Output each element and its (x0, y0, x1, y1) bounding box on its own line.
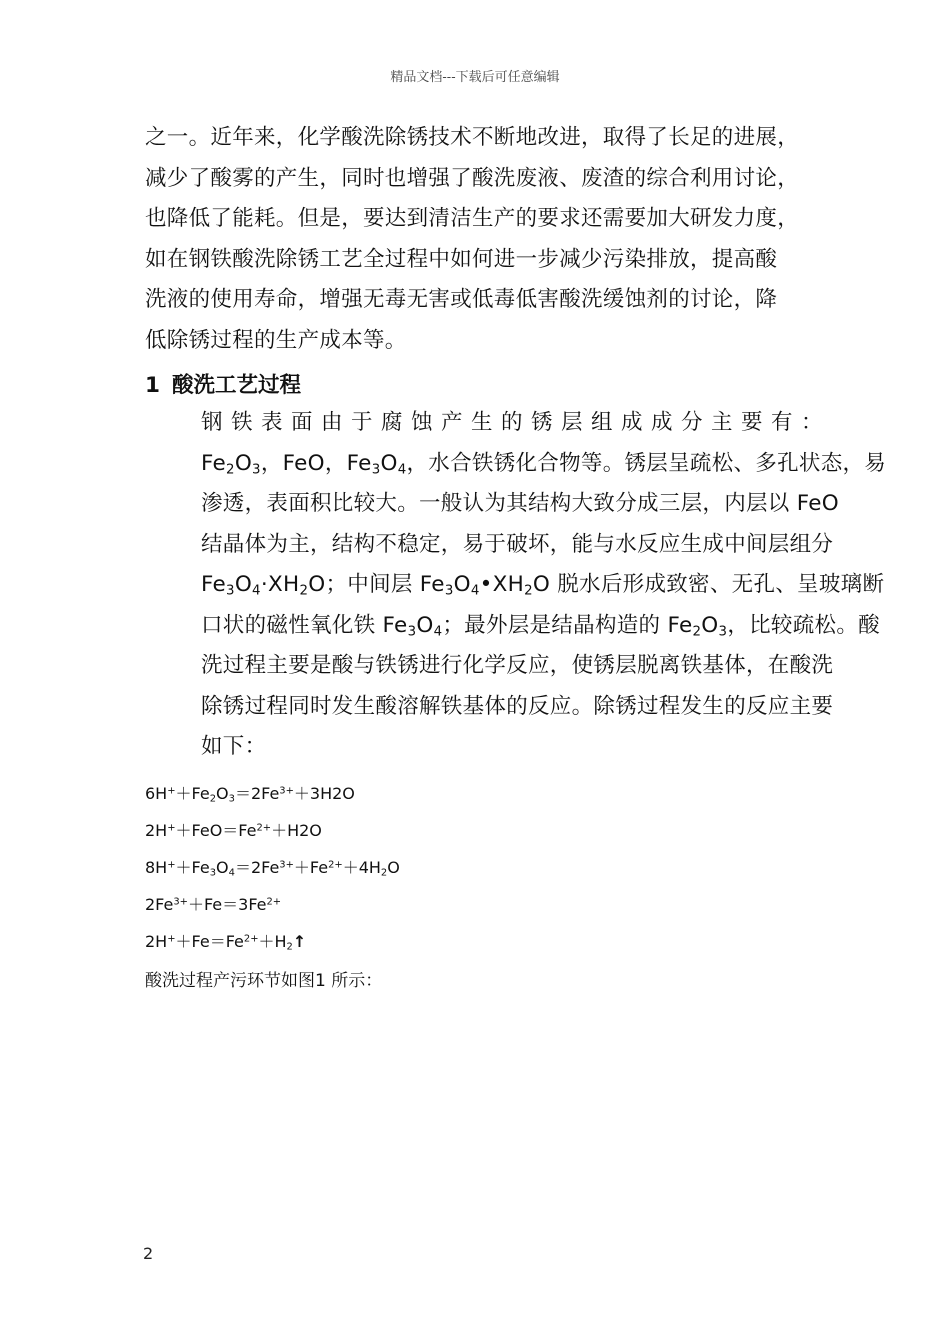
reaction-equations (145, 775, 400, 960)
figure-caption: 酸洗过程产污环节如图1 所示： (145, 971, 383, 991)
paragraph-line: 结晶体为主，结构不稳定，易于破坏，能与水反应生成中间层组分 (201, 531, 834, 557)
paragraph-line: 如下： (201, 734, 267, 759)
paragraph-line: 除锈过程同时发生酸溶解铁基体的反应。除锈过程发生的反应主要 (201, 693, 834, 719)
section-heading (145, 366, 301, 407)
paragraph-line: 之一。近年来，化学酸洗除锈技术不断地改进，取得了长足的进展， (145, 125, 800, 150)
paragraph-2 (145, 403, 887, 768)
paragraph-1 (145, 118, 809, 361)
paragraph-line: 洗液的使用寿命，增强无毒无害或低毒低害酸洗缓蚀剂的讨论，降 (145, 287, 778, 312)
paragraph-line: $Fe_2O_3$，FeO，$Fe_3O_4$，水合铁锈化合物等。锈层呈疏松、多孔状态，易 (201, 450, 887, 477)
paragraph-line: 口状的磁性氧化铁 $Fe_3O_4$；最外层是结晶构造的 $Fe_2O_3$，比较疏松。酸 (201, 612, 880, 639)
equation: $8H^++Fe_3O_4=2Fe^{3+}+Fe^{2+}+4H_2O$ (145, 858, 400, 879)
page-header: 精品文档---下载后可任意编辑 (390, 70, 560, 85)
paragraph-line: 钢铁表面由于腐蚀产生的锈层组成成分主要有： (201, 410, 832, 435)
up-arrow-icon: ↑ (292, 932, 307, 951)
paragraph-line: 也降低了能耗。但是，要达到清洁生产的要求还需要加大研发力度， (145, 206, 800, 231)
paragraph-line: 洗过程主要是酸与铁锈进行化学反应，使锈层脱离铁基体，在酸洗 (201, 653, 834, 678)
equation: $2Fe^{3+}+Fe=3Fe^{2+}$ (145, 895, 282, 914)
section-number: 1 (145, 373, 160, 398)
paragraph-line: 渗透，表面积比较大。一般认为其结构大致分成三层，内层以 FeO (201, 491, 839, 516)
page-number: 2 (143, 1244, 154, 1263)
equation: $2H^++Fe=Fe^{2+}+H_2↑$ (145, 932, 307, 953)
paragraph-line: $Fe_3O_4\cdot XH_2O$；中间层 $Fe_3O_4•XH_2O$ 脱水后形成致密、无孔、呈玻璃断 (201, 572, 885, 599)
equation: $2H^++FeO=Fe^{2+}+H2O$ (145, 821, 322, 840)
paragraph-line: 如在钢铁酸洗除锈工艺全过程中如何进一步减少污染排放，提高酸 (145, 246, 778, 272)
section-title: 酸洗工艺过程 (171, 373, 301, 398)
paragraph-line: 减少了酸雾的产生，同时也增强了酸洗废液、废渣的综合利用讨论， (145, 165, 800, 191)
equation: $6H^++Fe_2O_3=2Fe^{3+}+3H2O$ (145, 784, 355, 805)
paragraph-line: 低除锈过程的生产成本等。 (145, 327, 407, 353)
